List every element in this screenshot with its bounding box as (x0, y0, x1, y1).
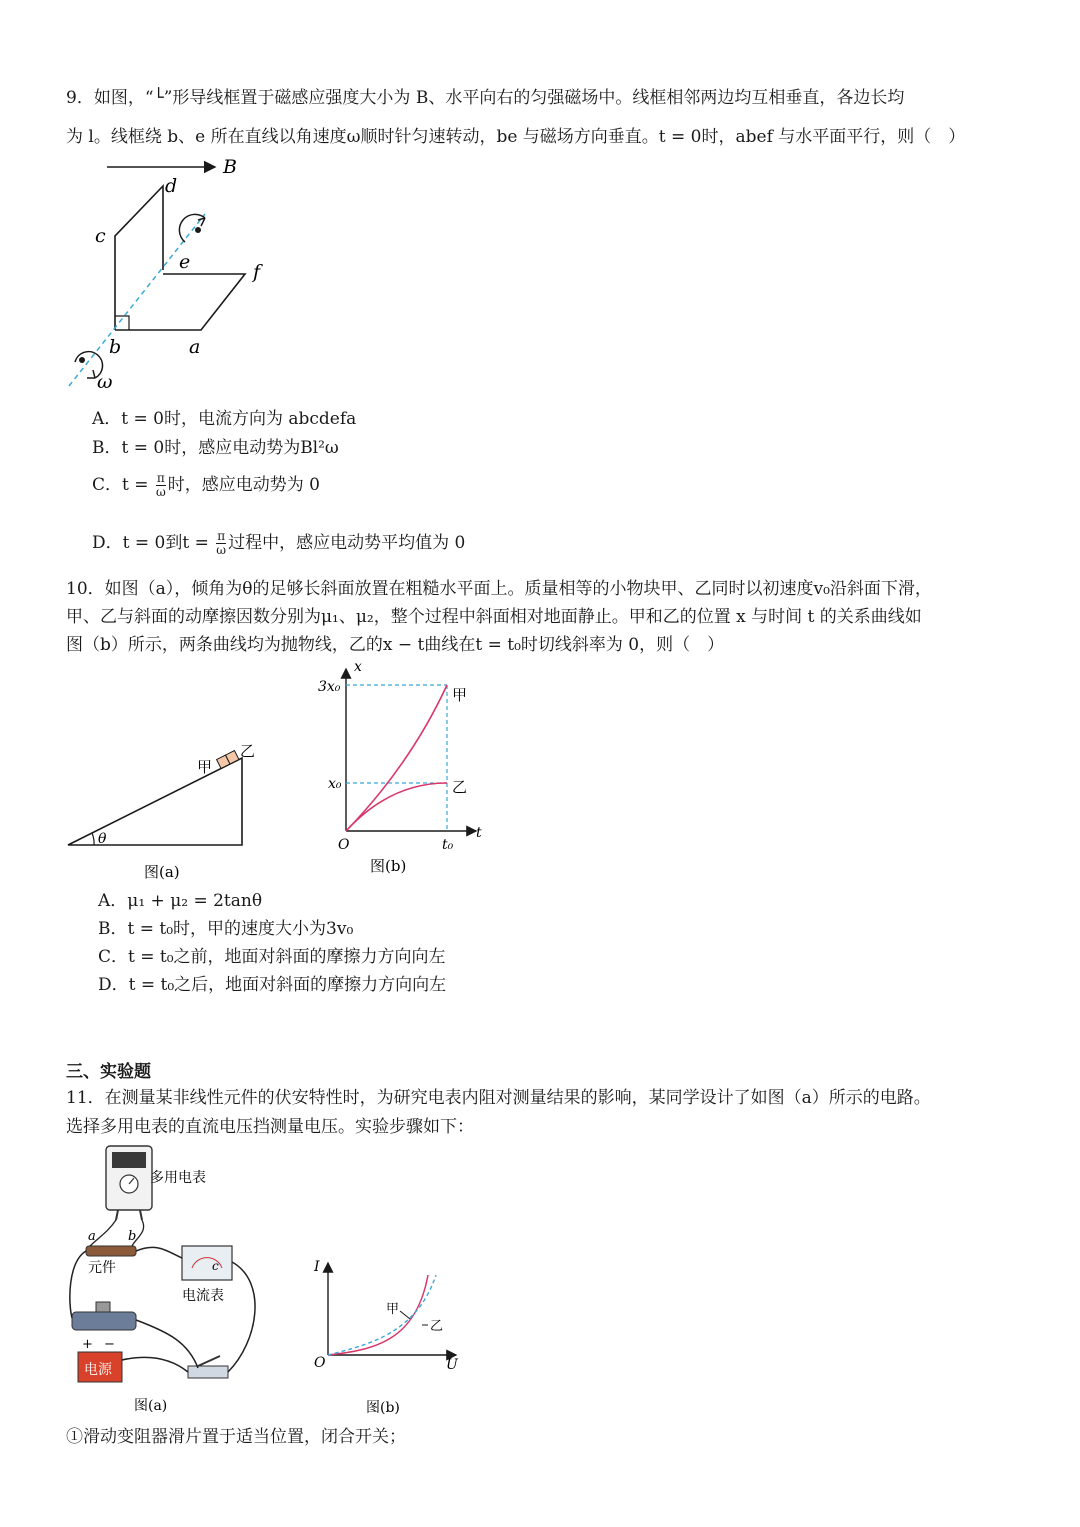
svg-text:乙: 乙 (452, 778, 468, 796)
svg-text:a: a (88, 1229, 96, 1244)
q9-option-c: C．t = $\frac{\pi}{\omega}$ 时，感应电动势为 0 (92, 471, 321, 499)
q11-circuit-figure (58, 1142, 298, 1422)
q11-iu-graph (306, 1255, 476, 1420)
svg-text:O: O (338, 837, 350, 853)
label-e: e (179, 251, 191, 273)
q10-option-a: A．μ₁ + μ₂ = 2tanθ (98, 891, 263, 911)
svg-text:多用电表: 多用电表 (150, 1170, 206, 1186)
right-angle-mark (115, 316, 129, 330)
svg-text:电源: 电源 (84, 1362, 112, 1378)
svg-text:t: t (476, 825, 482, 841)
svg-text:甲: 甲 (452, 686, 468, 704)
q9-line1: 9．如图，“└”形导线框置于磁感应强度大小为 B、水平向右的匀强磁场中。线框相邻两边均互相垂直，各边长均 (66, 88, 905, 108)
q10-option-c: C．t = t₀之前，地面对斜面的摩擦力方向向左 (98, 947, 446, 967)
ammeter (182, 1246, 232, 1280)
curve-jia (346, 685, 447, 831)
curve-yi (346, 783, 447, 831)
vertical-frame (115, 186, 163, 330)
curve-jia (328, 1275, 428, 1355)
label-c: c (95, 225, 106, 247)
svg-text:元件: 元件 (88, 1260, 116, 1276)
q10-line1: 10．如图（a），倾角为θ的足够长斜面放置在粗糙水平面上。质量相等的小物块甲、乙同时以初速度v₀沿斜面下滑， (66, 579, 932, 599)
q11-step1: ①滑动变阻器滑片置于适当位置，闭合开关； (66, 1427, 406, 1447)
svg-text:b: b (128, 1229, 137, 1244)
q10-xt-graph (310, 655, 510, 880)
q9-line2: 为 l。线框绕 b、e 所在直线以角速度ω顺时针匀速转动，be 与磁场方向垂直。t = 0时，abef 与水平面平行，则（ ） (66, 127, 966, 147)
q10-option-d: D．t = t₀之后，地面对斜面的摩擦力方向向左 (98, 975, 447, 995)
q9-option-d: D．t = 0到t = $\frac{\pi}{\omega}$ 过程中，感应电动势平均值为 0 (92, 529, 466, 557)
theta-label: θ (98, 831, 107, 847)
svg-text:t₀: t₀ (442, 837, 454, 853)
label-a: a (189, 336, 201, 358)
svg-text:−: − (104, 1337, 115, 1352)
svg-text:图(a): 图(a) (134, 1398, 168, 1414)
label-f: f (253, 261, 261, 283)
svg-text:3x₀: 3x₀ (318, 679, 341, 695)
q9-option-b: B．t = 0时，感应电动势为Bl²ω (92, 438, 339, 458)
rheostat (72, 1312, 136, 1330)
label-B: B (223, 156, 237, 178)
caption-a: 图(a) (144, 863, 180, 881)
rotation-axis (69, 214, 205, 386)
q10-incline-figure (60, 730, 260, 885)
nonlinear-element (86, 1246, 136, 1256)
horizontal-frame (115, 274, 245, 330)
svg-text:电流表: 电流表 (182, 1288, 224, 1304)
label-omega: ω (97, 371, 113, 393)
svg-text:x₀: x₀ (328, 776, 342, 792)
q11-line1: 11．在测量某非线性元件的伏安特性时，为研究电表内阻对测量结果的影响，某同学设计了如图（a）所示的电路。 (66, 1088, 931, 1108)
svg-text:x: x (354, 659, 362, 675)
svg-text:O: O (314, 1355, 326, 1371)
label-d: d (165, 175, 178, 197)
label-yi: 乙 (240, 742, 256, 760)
section-title: 三、实验题 (66, 1062, 151, 1082)
svg-text:I: I (314, 1259, 320, 1275)
svg-text:U: U (446, 1357, 458, 1373)
svg-text:+: + (82, 1337, 93, 1352)
svg-text:甲: 甲 (386, 1302, 400, 1317)
q11-line2: 选择多用电表的直流电压挡测量电压。实验步骤如下： (66, 1117, 474, 1137)
switch (188, 1366, 228, 1378)
svg-text:c: c (212, 1259, 219, 1273)
svg-text:乙: 乙 (430, 1319, 444, 1334)
label-b: b (109, 336, 122, 358)
svg-text:图(b): 图(b) (370, 857, 407, 875)
q10-option-b: B．t = t₀时，甲的速度大小为3v₀ (98, 919, 354, 939)
q10-line3: 图（b）所示，两条曲线均为抛物线，乙的x − t曲线在t = t₀时切线斜率为 0，则（ ） (66, 635, 725, 655)
q9-option-a: A．t = 0时，电流方向为 abcdefa (92, 409, 357, 429)
q9-wire-frame-figure (55, 150, 295, 395)
q10-line2: 甲、乙与斜面的动摩擦因数分别为μ₁、μ₂，整个过程中斜面相对地面静止。甲和乙的位置 x 与时间 t 的关系曲线如 (66, 607, 922, 627)
label-jia: 甲 (197, 758, 213, 776)
svg-text:图(b): 图(b) (366, 1400, 400, 1416)
incline (68, 758, 242, 845)
